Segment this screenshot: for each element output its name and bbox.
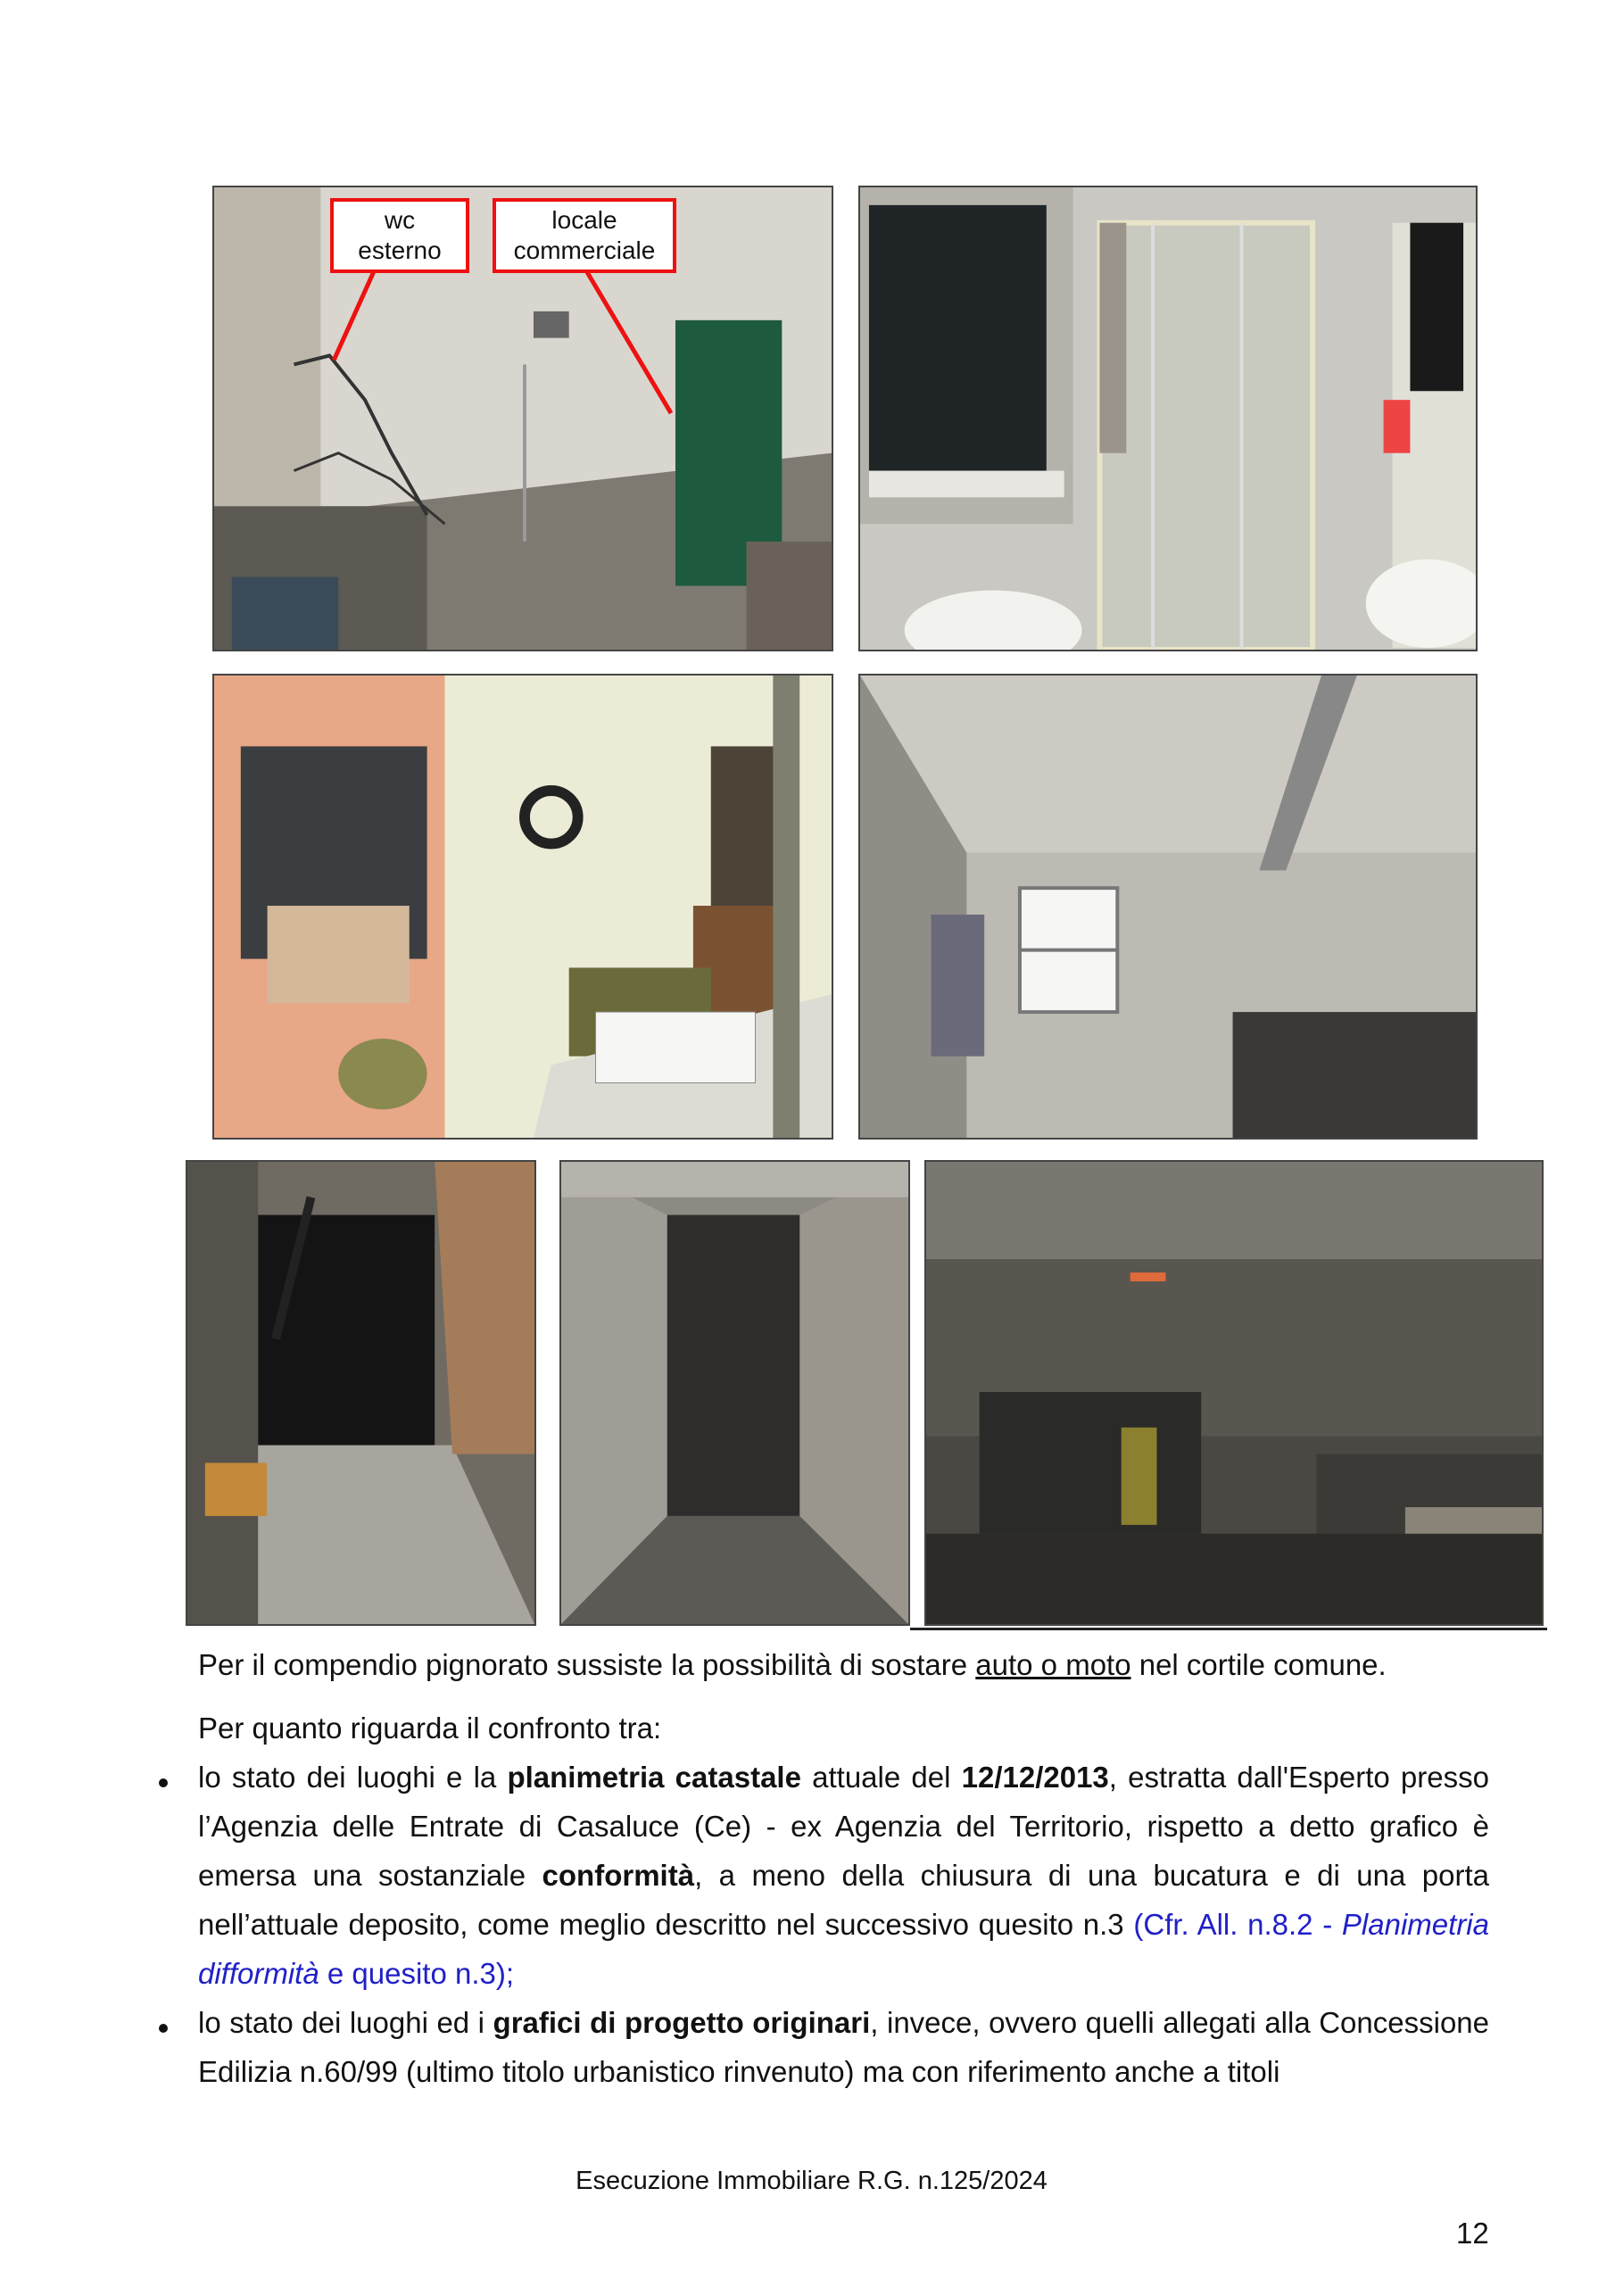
text-run: lo stato dei luoghi e la [198, 1761, 508, 1794]
photo-stairs-down [186, 1160, 536, 1626]
reference-run: (Cfr. All. n.8.2 - [1133, 1908, 1342, 1941]
bullet-catastale [198, 1753, 1489, 1998]
footer-title: Esecuzione Immobiliare R.G. n.125/2024 [576, 2167, 1047, 2195]
text-run: nel cortile comune. [1130, 1648, 1387, 1681]
underlined-run: auto o moto [975, 1648, 1131, 1681]
photo-corridor [559, 1160, 910, 1626]
reference-italic-run: Planimetria difformità [198, 1908, 1489, 1990]
label-line: wc [384, 206, 416, 234]
bold-run: planimetria catastale [507, 1761, 801, 1794]
label-locale-commerciale [493, 198, 676, 273]
bullet-dot [159, 2024, 168, 2033]
page-number: 12 [1456, 2217, 1489, 2250]
reference-run: e quesito n.3); [319, 1957, 515, 1990]
photo-bathroom [858, 186, 1478, 651]
label-wc-esterno [330, 198, 469, 273]
label-line: locale [551, 206, 617, 234]
bold-run: 12/12/2013 [961, 1761, 1109, 1794]
label-line: esterno [358, 236, 442, 264]
photo-cellar [924, 1160, 1544, 1626]
bold-run: grafici di progetto originari [493, 2006, 871, 2039]
paragraph-confronto: Per quanto riguarda il confronto tra: [198, 1712, 662, 1745]
text-run: , estratta dall'Esperto presso l’Agenzia delle Entrate di Casaluce (Ce) - ex Agenzia del Territorio, rispetto a detto grafico è emersa una sostanziale [198, 1761, 1489, 1892]
text-run: lo stato dei luoghi ed i [198, 2006, 493, 2039]
text-run: , a meno della chiusura di una bucatura e di una porta nell’attuale deposito, come meglio descritto nel successivo quesito n.3 [198, 1859, 1490, 1941]
underline-rule [910, 1628, 1547, 1630]
text-run: , invece, ovvero quelli allegati alla Concessione Edilizia n.60/99 (ultimo titolo urbanistico rinvenuto) ma con riferimento anche a titoli [198, 2006, 1490, 2088]
photo-ceiling-window [858, 674, 1478, 1140]
bullet-progetto [198, 1998, 1489, 2096]
label-line: commerciale [513, 236, 656, 264]
paragraph-parking [198, 1640, 1489, 1689]
text-run: attuale del [800, 1761, 962, 1794]
text-run: Per il compendio pignorato sussiste la possibilità di sostare [198, 1648, 976, 1681]
bold-run: conformità [542, 1859, 695, 1892]
body-text [198, 1640, 1489, 2096]
photo-storage-room [212, 674, 833, 1140]
bullet-dot [159, 1778, 168, 1787]
